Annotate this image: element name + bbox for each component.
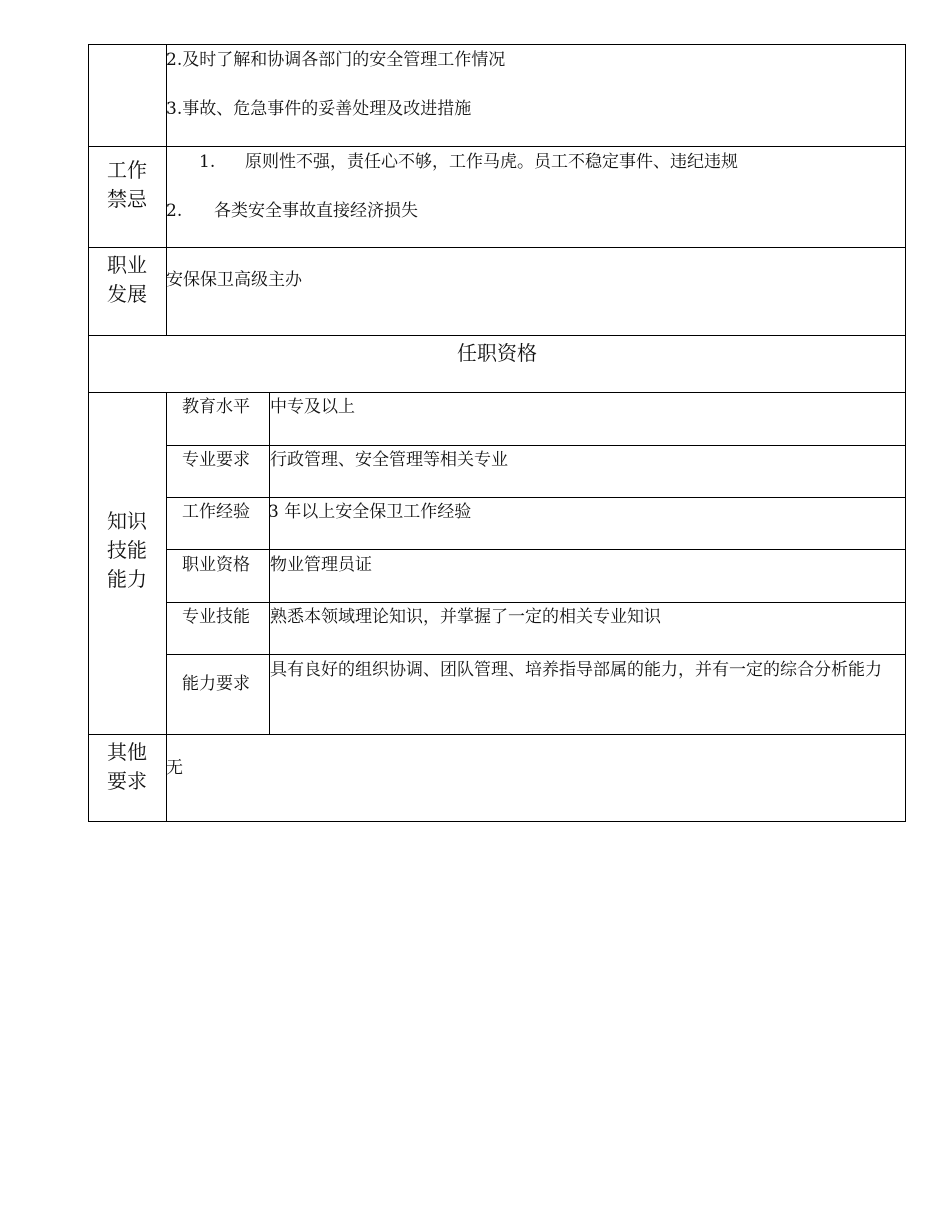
table-bottom-border bbox=[88, 821, 906, 822]
other-label bbox=[88, 738, 166, 796]
taboo-item-2-text: 各类安全事故直接经济损失 bbox=[214, 201, 418, 221]
duty-line-2: 2.及时了解和协调各部门的安全管理工作情况 bbox=[166, 50, 506, 70]
skills-label-line3: 能力 bbox=[107, 567, 147, 591]
other-label-line2: 要求 bbox=[107, 769, 147, 793]
table-top-border bbox=[88, 44, 906, 45]
skills-label-line1: 知识 bbox=[107, 509, 147, 533]
ability-label: 能力要求 bbox=[182, 674, 250, 694]
skills-label-line2: 技能 bbox=[107, 538, 147, 562]
row-divider bbox=[88, 247, 906, 248]
skills-subrow-divider bbox=[166, 445, 906, 446]
qualification-section-title: 任职资格 bbox=[457, 341, 537, 365]
table-right-border bbox=[905, 44, 906, 822]
row-divider bbox=[88, 335, 906, 336]
taboo-label-line2: 禁忌 bbox=[107, 187, 147, 211]
skills-subrow-divider bbox=[166, 497, 906, 498]
other-label-line1: 其他 bbox=[107, 740, 147, 764]
taboo-item-2-number: 2. bbox=[166, 201, 183, 221]
skills-subrow-divider bbox=[166, 549, 906, 550]
row-divider bbox=[88, 392, 906, 393]
taboo-item-1-number: 1. bbox=[199, 152, 216, 172]
duty-line-3: 3.事故、危急事件的妥善处理及改进措施 bbox=[166, 99, 472, 119]
taboo-item-1-text: 原则性不强，责任心不够，工作马虎。员工不稳定事件、违纪违规 bbox=[245, 152, 738, 172]
skills-subrow-divider bbox=[166, 654, 906, 655]
experience-label: 工作经验 bbox=[182, 502, 250, 522]
taboo-label-line1: 工作 bbox=[107, 158, 147, 182]
major-label: 专业要求 bbox=[182, 450, 250, 470]
professional-skill-label: 专业技能 bbox=[182, 607, 250, 627]
education-label: 教育水平 bbox=[182, 397, 250, 417]
skills-subrow-divider bbox=[166, 602, 906, 603]
experience-value: 3 年以上安全保卫工作经验 bbox=[268, 502, 472, 522]
taboo-label bbox=[88, 156, 166, 214]
career-value: 安保保卫高级主办 bbox=[166, 270, 302, 290]
career-label-line2: 发展 bbox=[107, 282, 147, 306]
skills-label bbox=[88, 507, 166, 594]
education-value: 中专及以上 bbox=[270, 397, 355, 417]
ability-value: 具有良好的组织协调、团队管理、培养指导部属的能力，并有一定的综合分析能力 bbox=[270, 660, 882, 680]
career-label-line1: 职业 bbox=[107, 253, 147, 277]
career-label bbox=[88, 251, 166, 309]
certification-label: 职业资格 bbox=[182, 555, 250, 575]
major-value: 行政管理、安全管理等相关专业 bbox=[270, 450, 508, 470]
row-divider bbox=[88, 146, 906, 147]
professional-skill-value: 熟悉本领域理论知识，并掌握了一定的相关专业知识 bbox=[270, 607, 661, 627]
row-divider bbox=[88, 734, 906, 735]
certification-value: 物业管理员证 bbox=[270, 555, 372, 575]
other-value: 无 bbox=[166, 758, 183, 778]
